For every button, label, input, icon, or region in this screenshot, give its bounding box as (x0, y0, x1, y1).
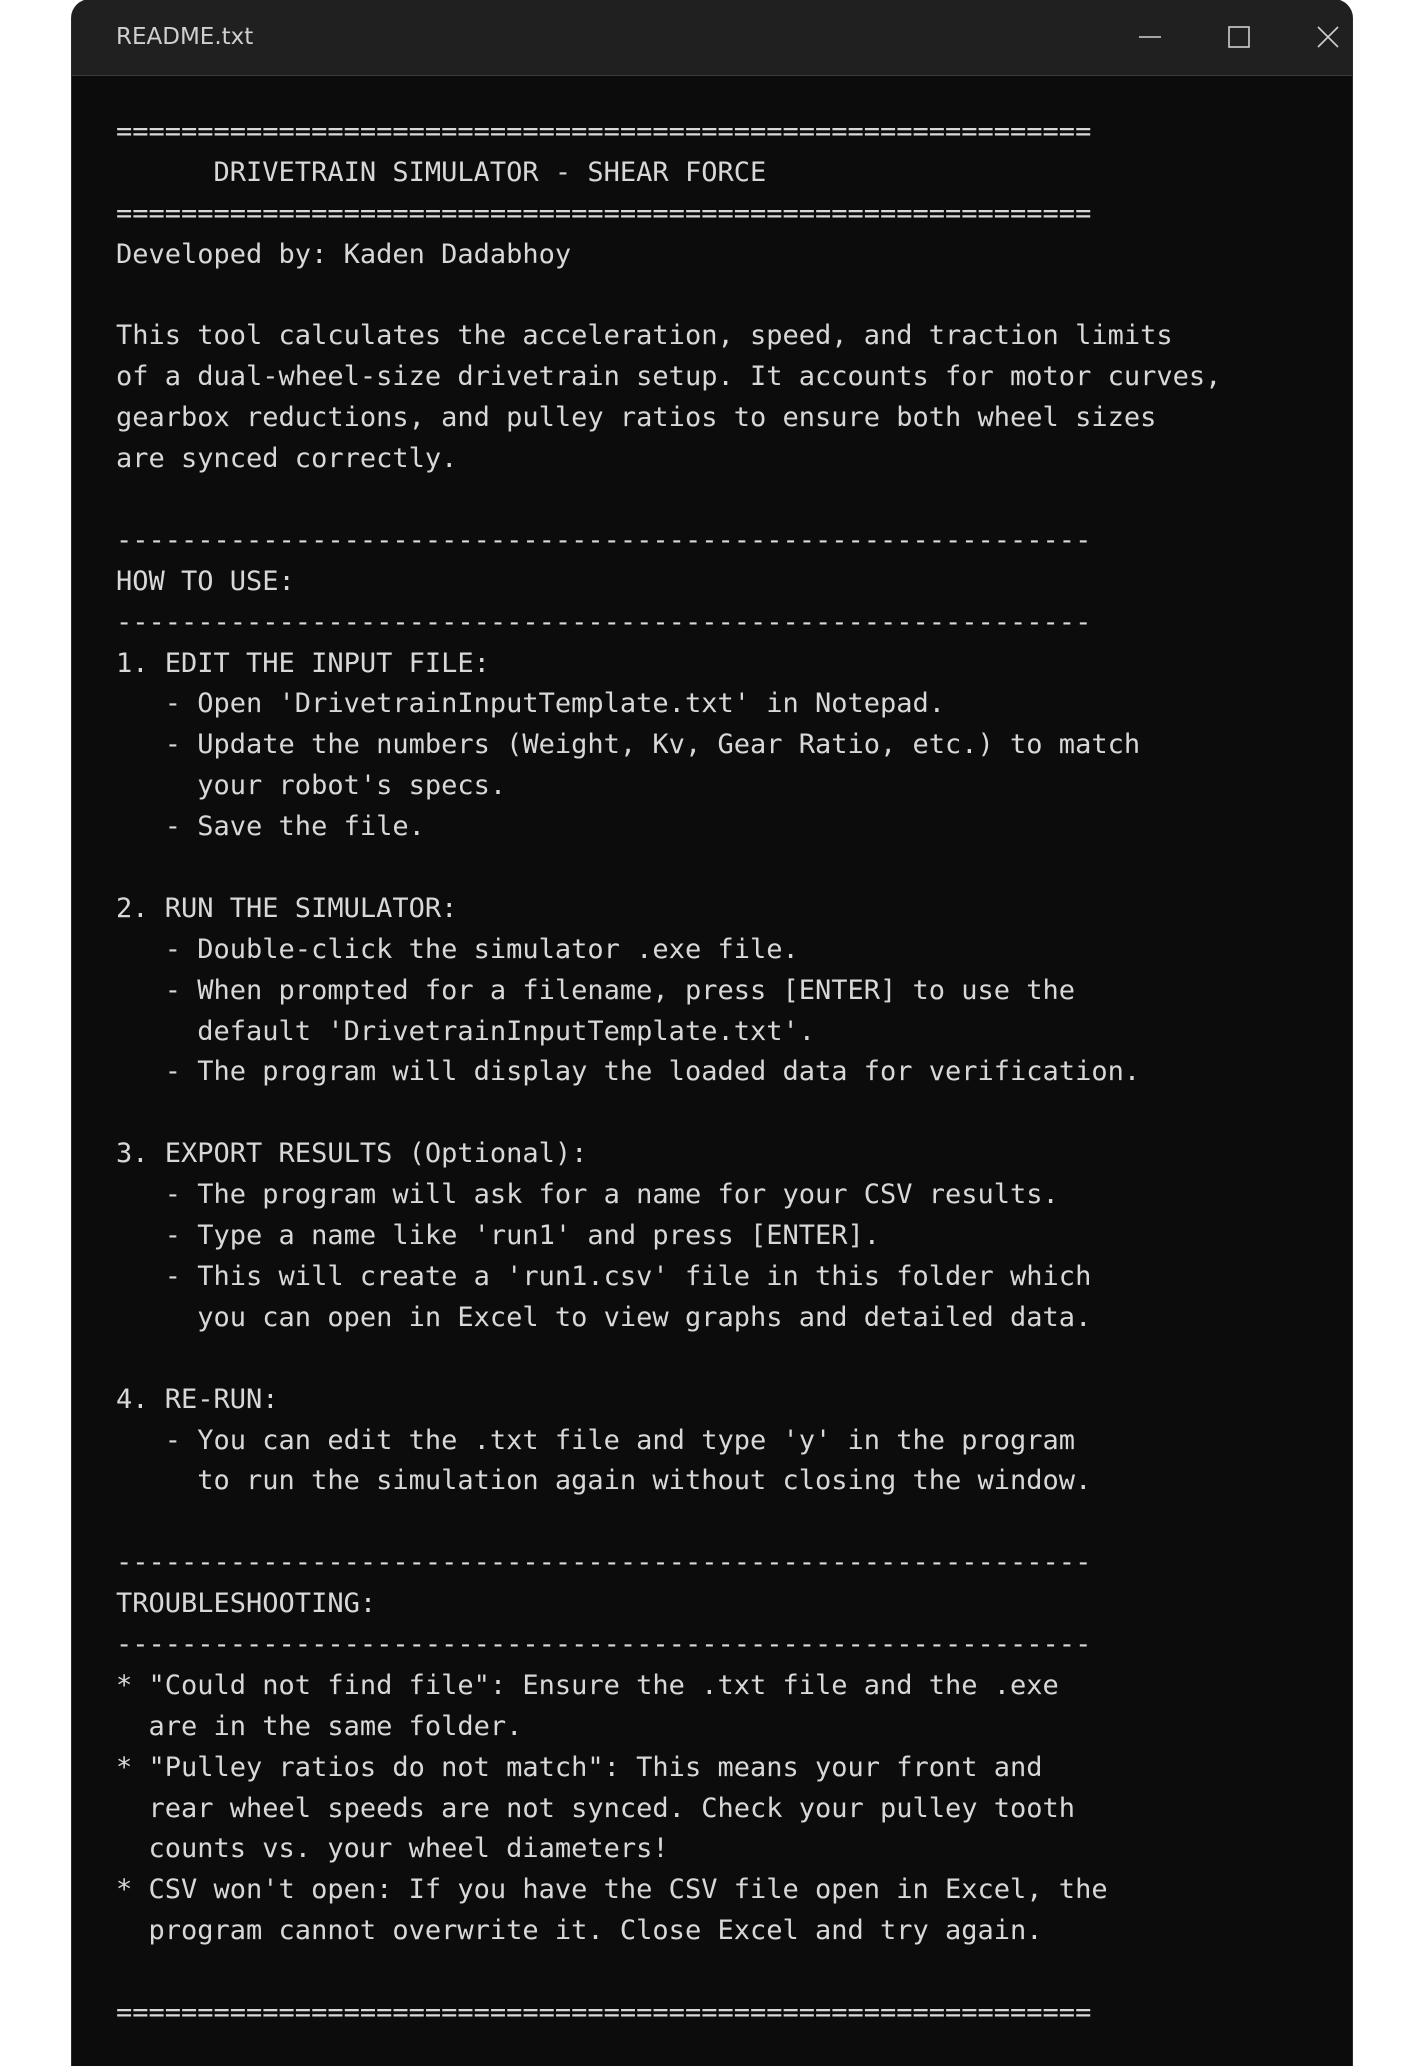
text-line: counts vs. your wheel diameters! (116, 1833, 669, 1865)
text-line: gearbox reductions, and pulley ratios to ensure both wheel sizes (116, 402, 1157, 434)
text-line: are synced correctly. (116, 443, 458, 475)
text-line: 3. EXPORT RESULTS (Optional): (116, 1138, 588, 1170)
text-line (116, 1502, 1336, 1543)
text-line: This tool calculates the acceleration, speed, and traction limits (116, 320, 1173, 352)
text-line: HOW TO USE: (116, 565, 295, 597)
text-line: * "Pulley ratios do not match": This means your front and (116, 1751, 1043, 1783)
text-line: rear wheel speeds are not synced. Check your pulley tooth (116, 1792, 1076, 1824)
text-line: DRIVETRAIN SIMULATOR - SHEAR FORCE (116, 156, 767, 188)
text-line: 2. RUN THE SIMULATOR: (116, 892, 458, 924)
text-line: ------------------------------------------------------------ (116, 524, 1092, 556)
text-line: ============================================================ (116, 1996, 1092, 2028)
text-line: your robot's specs. (116, 770, 507, 802)
text-line: - The program will display the loaded data for verification. (116, 1056, 1141, 1088)
minimize-button[interactable] (1106, 0, 1194, 75)
readme-window (72, 0, 1352, 2066)
text-line: ============================================================ (116, 116, 1092, 147)
text-line: - When prompted for a filename, press [ENTER] to use the (116, 974, 1076, 1006)
maximize-icon (1227, 25, 1251, 49)
text-line: - This will create a 'run1.csv' file in this folder which (116, 1260, 1092, 1292)
text-line: 4. RE-RUN: (116, 1383, 279, 1415)
text-line (116, 480, 1336, 521)
text-line (116, 848, 1336, 889)
text-line: - Double-click the simulator .exe file. (116, 933, 799, 965)
text-line: - The program will ask for a name for your CSV results. (116, 1179, 1059, 1211)
maximize-button[interactable] (1195, 0, 1283, 75)
text-line: 1. EDIT THE INPUT FILE: (116, 647, 490, 679)
text-line (116, 1952, 1336, 1993)
close-button[interactable] (1284, 0, 1352, 75)
text-line: ------------------------------------------------------------ (116, 606, 1092, 638)
text-line (116, 1093, 1336, 1134)
text-line: - Update the numbers (Weight, Kv, Gear Ratio, etc.) to match (116, 729, 1141, 761)
text-line: you can open in Excel to view graphs and detailed data. (116, 1301, 1092, 1333)
text-line: program cannot overwrite it. Close Excel and try again. (116, 1915, 1043, 1947)
text-line: are in the same folder. (116, 1710, 523, 1742)
text-line: - Type a name like 'run1' and press [ENTER]. (116, 1220, 881, 1252)
text-line: - You can edit the .txt file and type 'y' in the program (116, 1424, 1076, 1456)
text-line: * CSV won't open: If you have the CSV file open in Excel, the (116, 1874, 1108, 1906)
text-line: default 'DrivetrainInputTemplate.txt'. (116, 1015, 815, 1047)
text-line: Developed by: Kaden Dadabhoy (116, 238, 572, 270)
text-line: of a dual-wheel-size drivetrain setup. It accounts for motor curves, (116, 361, 1222, 393)
close-icon (1316, 25, 1340, 49)
text-line (116, 276, 1336, 317)
text-line: - Open 'DrivetrainInputTemplate.txt' in Notepad. (116, 688, 946, 720)
text-editor-area[interactable] (116, 112, 1336, 2034)
text-line: - Save the file. (116, 811, 425, 843)
text-line: to run the simulation again without closing the window. (116, 1465, 1092, 1497)
minimize-icon (1138, 25, 1162, 49)
text-line: ------------------------------------------------------------ (116, 1547, 1092, 1579)
text-line: * "Could not find file": Ensure the .txt file and the .exe (116, 1669, 1059, 1701)
text-line: TROUBLESHOOTING: (116, 1588, 377, 1620)
text-line (116, 1339, 1336, 1380)
text-line: ============================================================ (116, 197, 1092, 229)
text-line: ------------------------------------------------------------ (116, 1628, 1092, 1660)
window-title: README.txt (116, 24, 254, 50)
title-bar[interactable] (72, 0, 1352, 76)
